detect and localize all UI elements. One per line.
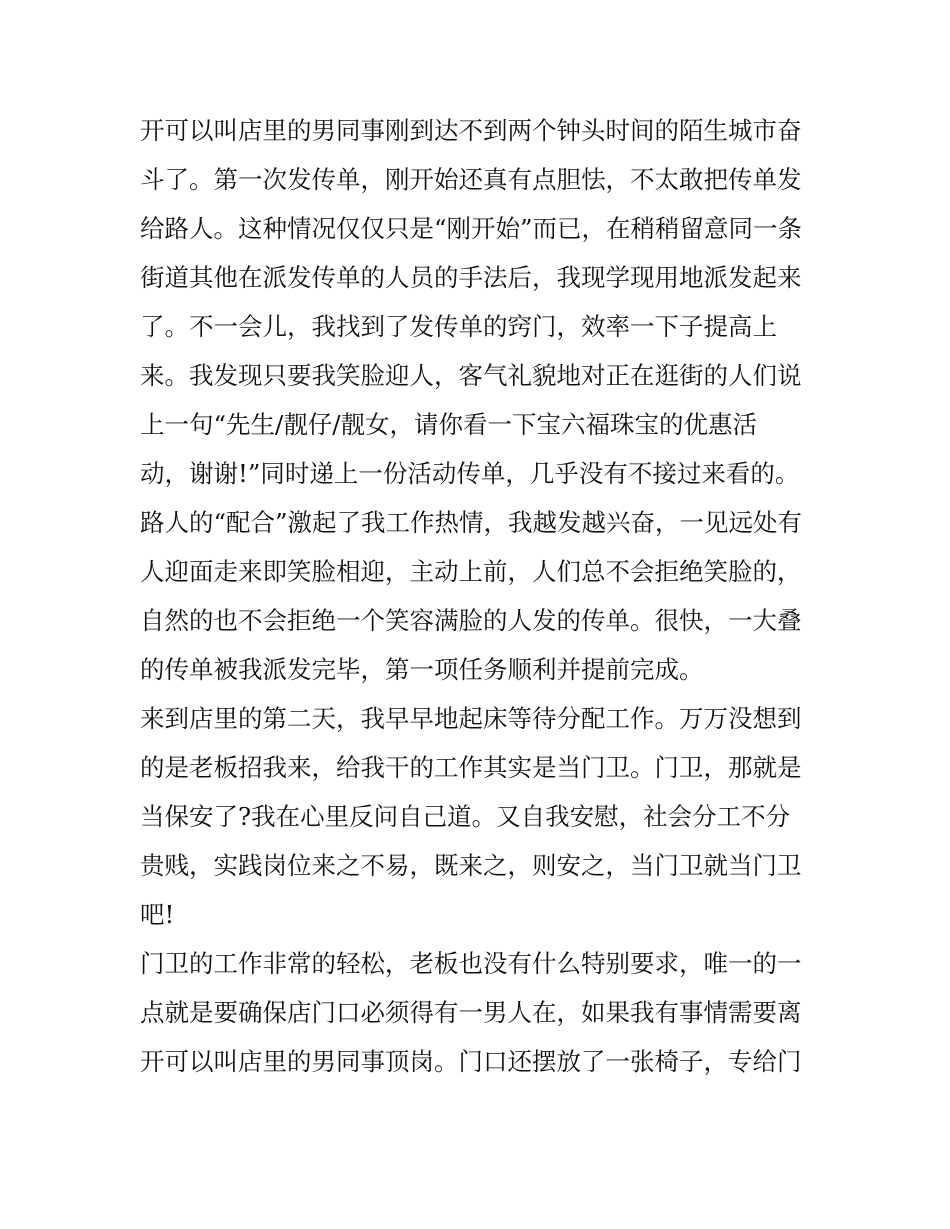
text-line: 来到店里的第二天，我早早地起床等待分配工作。万万没想到	[140, 704, 802, 733]
text-line: 贵贱，实践岗位来之不易，既来之，则安之，当门卫就当门卫	[140, 851, 802, 880]
text-line: 斗了。第一次发传单，刚开始还真有点胆怯，不太敢把传单发	[140, 165, 802, 194]
text-line: 来。我发现只要我笑脸迎人，客气礼貌地对正在逛街的人们说	[140, 361, 802, 390]
text-line: 街道其他在派发传单的人员的手法后，我现学现用地派发起来	[140, 263, 802, 292]
text-line: 了。不一会儿，我找到了发传单的窍门，效率一下子提高上	[140, 312, 777, 341]
text-line: 的是老板招我来，给我干的工作其实是当门卫。门卫，那就是	[140, 753, 802, 782]
text-line: 给路人。这种情况仅仅只是“刚开始”而已，在稍稍留意同一条	[140, 214, 803, 243]
text-line: 当保安了?我在心里反问自己道。又自我安慰，社会分工不分	[140, 802, 791, 831]
text-line: 开可以叫店里的男同事刚到达不到两个钟头时间的陌生城市奋	[140, 116, 802, 145]
text-line: 门卫的工作非常的轻松，老板也没有什么特别要求，唯一的一	[140, 949, 802, 978]
text-line: 人迎面走来即笑脸相迎，主动上前，人们总不会拒绝笑脸的，	[140, 557, 802, 586]
text-line: 开可以叫店里的男同事顶岗。门口还摆放了一张椅子，专给门	[140, 1047, 802, 1076]
text-line: 吧!	[140, 900, 175, 929]
text-line: 自然的也不会拒绝一个笑容满脸的人发的传单。很快，一大叠	[140, 606, 802, 635]
document-body	[140, 106, 820, 1086]
text-line: 路人的“配合”激起了我工作热情，我越发越兴奋，一见远处有	[140, 508, 803, 537]
text-line: 动，谢谢!”同时递上一份活动传单，几乎没有不接过来看的。	[140, 459, 800, 488]
text-line: 点就是要确保店门口必须得有一男人在，如果我有事情需要离	[140, 998, 802, 1027]
text-line: 上一句“先生/靓仔/靓女，请你看一下宝六福珠宝的优惠活	[140, 410, 758, 439]
text-line: 的传单被我派发完毕，第一项任务顺利并提前完成。	[140, 655, 704, 684]
